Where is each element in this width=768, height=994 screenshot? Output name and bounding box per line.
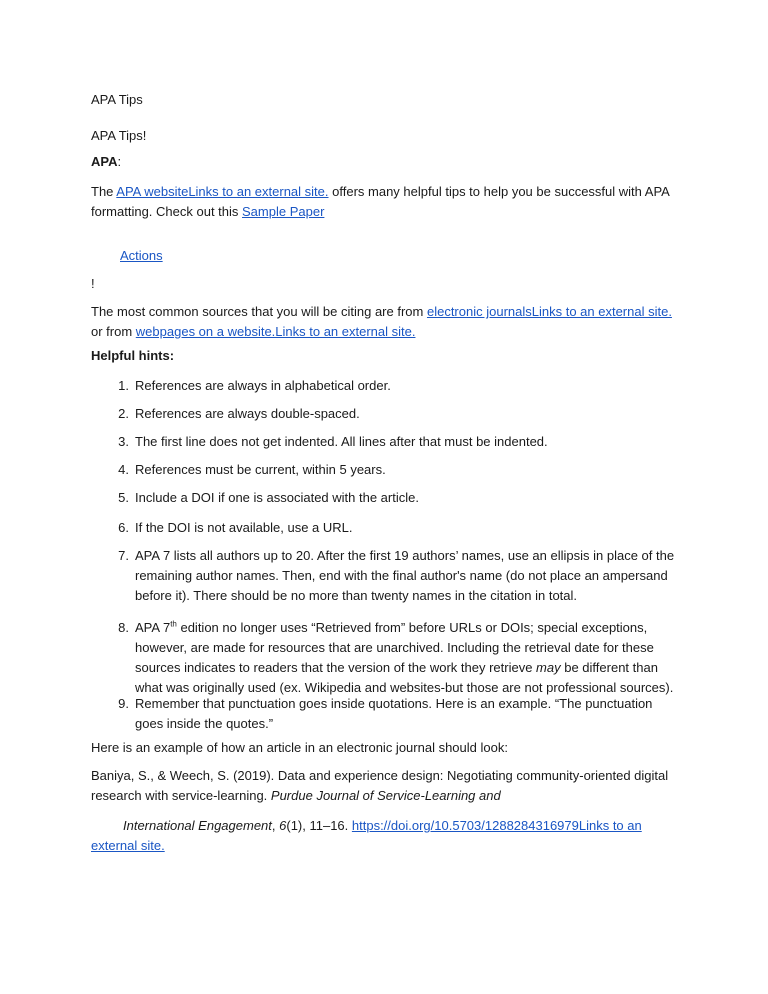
- electronic-journals-link[interactable]: electronic journalsLinks to an external site.: [426, 304, 672, 319]
- citation-issue: (1), 11–16.: [286, 818, 352, 833]
- section-label: APA: [91, 154, 118, 169]
- example-intro: Here is an example of how an article in an electronic journal should look:: [91, 740, 508, 755]
- hints-heading: [91, 346, 681, 366]
- hint8-sup: th: [170, 619, 177, 629]
- list-text: References are always in alphabetical order.: [135, 378, 391, 393]
- apa-website-link[interactable]: APA websiteLinks to an external site.: [116, 184, 329, 199]
- list-text: References are always double-spaced.: [135, 406, 360, 421]
- citation-authors: Baniya, S., & Weech, S. (2019). Data and experience design: Negotiating community-oriented digital research with service-learning.: [91, 768, 669, 803]
- hint8-emphasis: may: [536, 660, 561, 675]
- list-number: 9.: [118, 696, 129, 711]
- intro-paragraph: [91, 182, 681, 222]
- webpages-link[interactable]: webpages on a website.Links to an external site.: [135, 324, 416, 339]
- citation-line-1: [91, 766, 681, 806]
- bang-line: !: [91, 276, 95, 291]
- header-title: APA Tips: [91, 92, 143, 107]
- intro-mid: offers many helpful tips to help you be successful with APA formatting. Check out this: [91, 184, 670, 219]
- list-text: Remember that punctuation goes inside quotations. Here is an example. “The punctuation goes inside the quotes.”: [135, 696, 653, 731]
- list-number: 7.: [118, 548, 129, 563]
- list-text: If the DOI is not available, use a URL.: [135, 520, 353, 535]
- list-text: APA 7 lists all authors up to 20. After the first 19 authors’ names, use an ellipsis in place of the remaining author names. Then, end with the final author's name (do not place an ampersand before it). There should be no more than twenty names in the citation in total.: [135, 548, 675, 603]
- hints-heading-text: Helpful hints:: [91, 348, 175, 363]
- actions-link[interactable]: Actions: [120, 248, 163, 263]
- sources-paragraph: [91, 302, 681, 342]
- hint8-part-b: edition no longer uses “Retrieved from” before URLs or DOIs; special exceptions, however, are made for resources that are unarchived. Including the retrieval date for these sources indicates to readers that the version of the work they retrieve: [135, 620, 654, 675]
- hint8-part-c: be different than what was originally used (ex. Wikipedia and websites-but those are not professional sources).: [135, 660, 674, 695]
- citation-volume: 6: [279, 818, 287, 833]
- actions-line: [91, 246, 681, 266]
- list-number: 5.: [118, 490, 129, 505]
- hint8-part-a: APA 7: [135, 620, 171, 635]
- list-number: 2.: [118, 406, 129, 421]
- list-number: 8.: [118, 620, 129, 635]
- intro-prefix: The: [91, 184, 117, 199]
- section-colon: :: [117, 154, 122, 169]
- list-number: 6.: [118, 520, 129, 535]
- citation-journal-part2: International Engagement: [123, 818, 272, 833]
- list-number: 1.: [118, 378, 129, 393]
- sources-mid: or from: [91, 324, 136, 339]
- page-title: APA Tips!: [91, 128, 147, 143]
- sample-paper-link[interactable]: Sample Paper: [242, 204, 325, 219]
- citation-line-2: [91, 816, 681, 856]
- list-number: 3.: [118, 434, 129, 449]
- sources-prefix: The most common sources that you will be citing are from: [91, 304, 427, 319]
- citation-journal-part1: Purdue Journal of Service-Learning and: [270, 788, 501, 803]
- list-text: [135, 618, 681, 698]
- list-text: References must be current, within 5 years.: [135, 462, 386, 477]
- list-text: The first line does not get indented. All lines after that must be indented.: [135, 434, 548, 449]
- doi-link[interactable]: https://doi.org/10.5703/1288284316979Links to an external site.: [91, 818, 642, 853]
- citation-sep: ,: [271, 818, 280, 833]
- list-number: 4.: [118, 462, 129, 477]
- list-text: Include a DOI if one is associated with the article.: [135, 490, 419, 505]
- section-label-line: [91, 152, 681, 172]
